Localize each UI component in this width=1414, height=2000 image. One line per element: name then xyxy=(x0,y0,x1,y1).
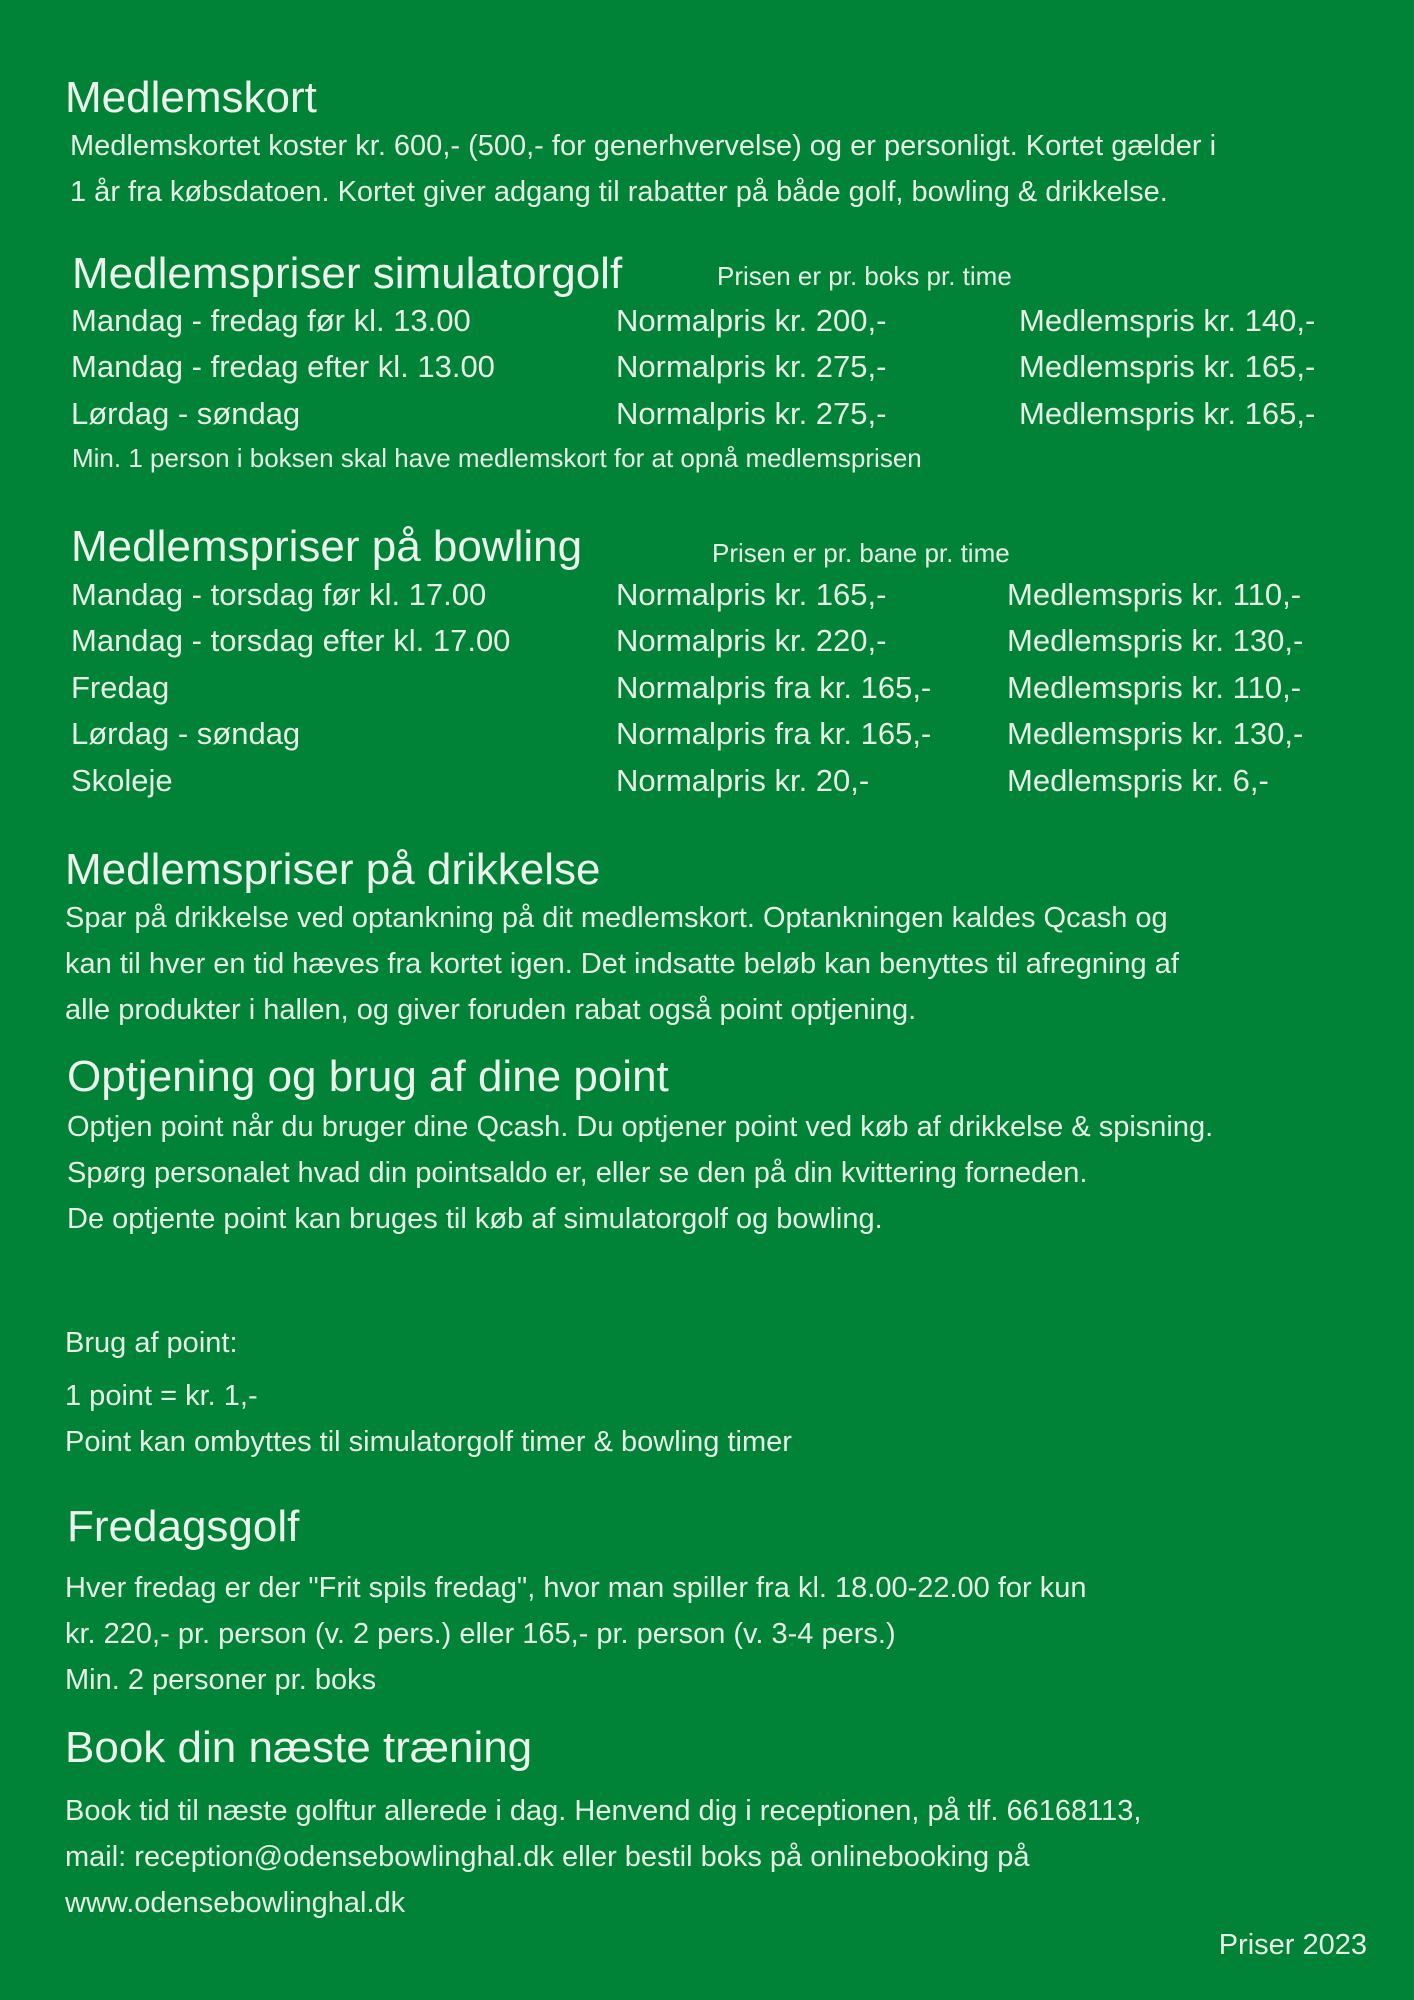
period-cell: Mandag - fredag før kl. 13.00 xyxy=(71,303,471,338)
bowling-price-note: Prisen er pr. bane pr. time xyxy=(712,538,1010,568)
booking-text xyxy=(65,1788,1141,1926)
golf-price-table xyxy=(0,298,1414,438)
period-cell: Mandag - torsdag før kl. 17.00 xyxy=(71,577,487,612)
points-text xyxy=(67,1104,1213,1242)
bowling-price-table xyxy=(0,572,1414,804)
text-line: kan til hver en tid hæves fra kortet igen. Det indsatte beløb kan benyttes til afregning af xyxy=(65,948,1179,980)
price-row xyxy=(0,298,1414,344)
price-row xyxy=(0,344,1414,390)
text-line: Optjen point når du bruger dine Qcash. Du optjener point ved køb af drikkelse & spisning. xyxy=(67,1111,1214,1143)
text-line: www.odensebowlinghal.dk xyxy=(65,1887,406,1919)
text-line: 1 point = kr. 1,- xyxy=(65,1380,258,1412)
price-row xyxy=(0,618,1414,664)
period-cell: Mandag - fredag efter kl. 13.00 xyxy=(71,349,495,384)
drinks-heading: Medlemspriser på drikkelse xyxy=(65,845,601,894)
price-year-footer: Priser 2023 xyxy=(1218,1929,1367,1961)
price-row xyxy=(0,711,1414,757)
period-cell: Mandag - torsdag efter kl. 17.00 xyxy=(71,623,511,658)
normal-price-cell: Normalpris fra kr. 165,- xyxy=(616,716,932,751)
normal-price-cell: Normalpris kr. 220,- xyxy=(616,623,887,658)
member-price-cell: Medlemspris kr. 165,- xyxy=(1019,396,1316,431)
text-line: mail: reception@odensebowlinghal.dk eller bestil boks på onlinebooking på xyxy=(65,1841,1030,1873)
normal-price-cell: Normalpris fra kr. 165,- xyxy=(616,670,932,705)
normal-price-cell: Normalpris kr. 20,- xyxy=(616,763,870,798)
text-line: Book tid til næste golftur allerede i dag. Henvend dig i receptionen, på tlf. 66168113, xyxy=(65,1795,1142,1827)
drinks-text xyxy=(65,895,1179,1033)
normal-price-cell: Normalpris kr. 200,- xyxy=(616,303,887,338)
points-heading: Optjening og brug af dine point xyxy=(67,1052,669,1101)
membership-heading: Medlemskort xyxy=(65,73,317,122)
points-use-text xyxy=(65,1373,792,1465)
period-cell: Lørdag - søndag xyxy=(71,716,301,751)
price-row xyxy=(0,758,1414,804)
text-line: Point kan ombyttes til simulatorgolf timer & bowling timer xyxy=(65,1426,792,1458)
booking-heading: Book din næste træning xyxy=(65,1723,533,1772)
golf-heading: Medlemspriser simulatorgolf xyxy=(72,249,623,298)
normal-price-cell: Normalpris kr. 275,- xyxy=(616,349,887,384)
price-row xyxy=(0,391,1414,437)
text-line: Medlemskortet koster kr. 600,- (500,- for generhvervelse) og er personligt. Kortet gælder i xyxy=(70,130,1217,162)
text-line: 1 år fra købsdatoen. Kortet giver adgang til rabatter på både golf, bowling & drikkelse. xyxy=(70,176,1168,208)
member-price-cell: Medlemspris kr. 6,- xyxy=(1007,763,1269,798)
member-price-cell: Medlemspris kr. 110,- xyxy=(1007,670,1302,705)
member-price-cell: Medlemspris kr. 165,- xyxy=(1019,349,1316,384)
text-line: Hver fredag er der "Frit spils fredag", hvor man spiller fra kl. 18.00-22.00 for kun xyxy=(65,1572,1087,1604)
period-cell: Skoleje xyxy=(71,763,173,798)
member-price-cell: Medlemspris kr. 130,- xyxy=(1007,716,1304,751)
text-line: Spar på drikkelse ved optankning på dit medlemskort. Optankningen kaldes Qcash og xyxy=(65,902,1168,934)
member-price-cell: Medlemspris kr. 140,- xyxy=(1019,303,1316,338)
period-cell: Lørdag - søndag xyxy=(71,396,301,431)
period-cell: Fredag xyxy=(71,670,170,705)
text-line: Min. 2 personer pr. boks xyxy=(65,1664,377,1696)
member-price-cell: Medlemspris kr. 130,- xyxy=(1007,623,1304,658)
text-line: alle produkter i hallen, og giver foruden rabat også point optjening. xyxy=(65,994,917,1026)
bowling-heading: Medlemspriser på bowling xyxy=(71,522,583,571)
text-line: De optjente point kan bruges til køb af simulatorgolf og bowling. xyxy=(67,1203,883,1235)
price-row xyxy=(0,572,1414,618)
price-row xyxy=(0,665,1414,711)
friday-heading: Fredagsgolf xyxy=(67,1502,300,1551)
friday-text xyxy=(65,1565,1087,1703)
text-line: kr. 220,- pr. person (v. 2 pers.) eller 165,- pr. person (v. 3-4 pers.) xyxy=(65,1618,896,1650)
golf-price-note: Prisen er pr. boks pr. time xyxy=(717,261,1012,291)
membership-text xyxy=(70,123,1216,215)
points-use-label: Brug af point: xyxy=(65,1327,238,1359)
normal-price-cell: Normalpris kr. 165,- xyxy=(616,577,887,612)
golf-footnote: Min. 1 person i boksen skal have medlemskort for at opnå medlemsprisen xyxy=(72,443,922,473)
text-line: Spørg personalet hvad din pointsaldo er, eller se den på din kvittering forneden. xyxy=(67,1157,1088,1189)
normal-price-cell: Normalpris kr. 275,- xyxy=(616,396,887,431)
member-price-cell: Medlemspris kr. 110,- xyxy=(1007,577,1302,612)
